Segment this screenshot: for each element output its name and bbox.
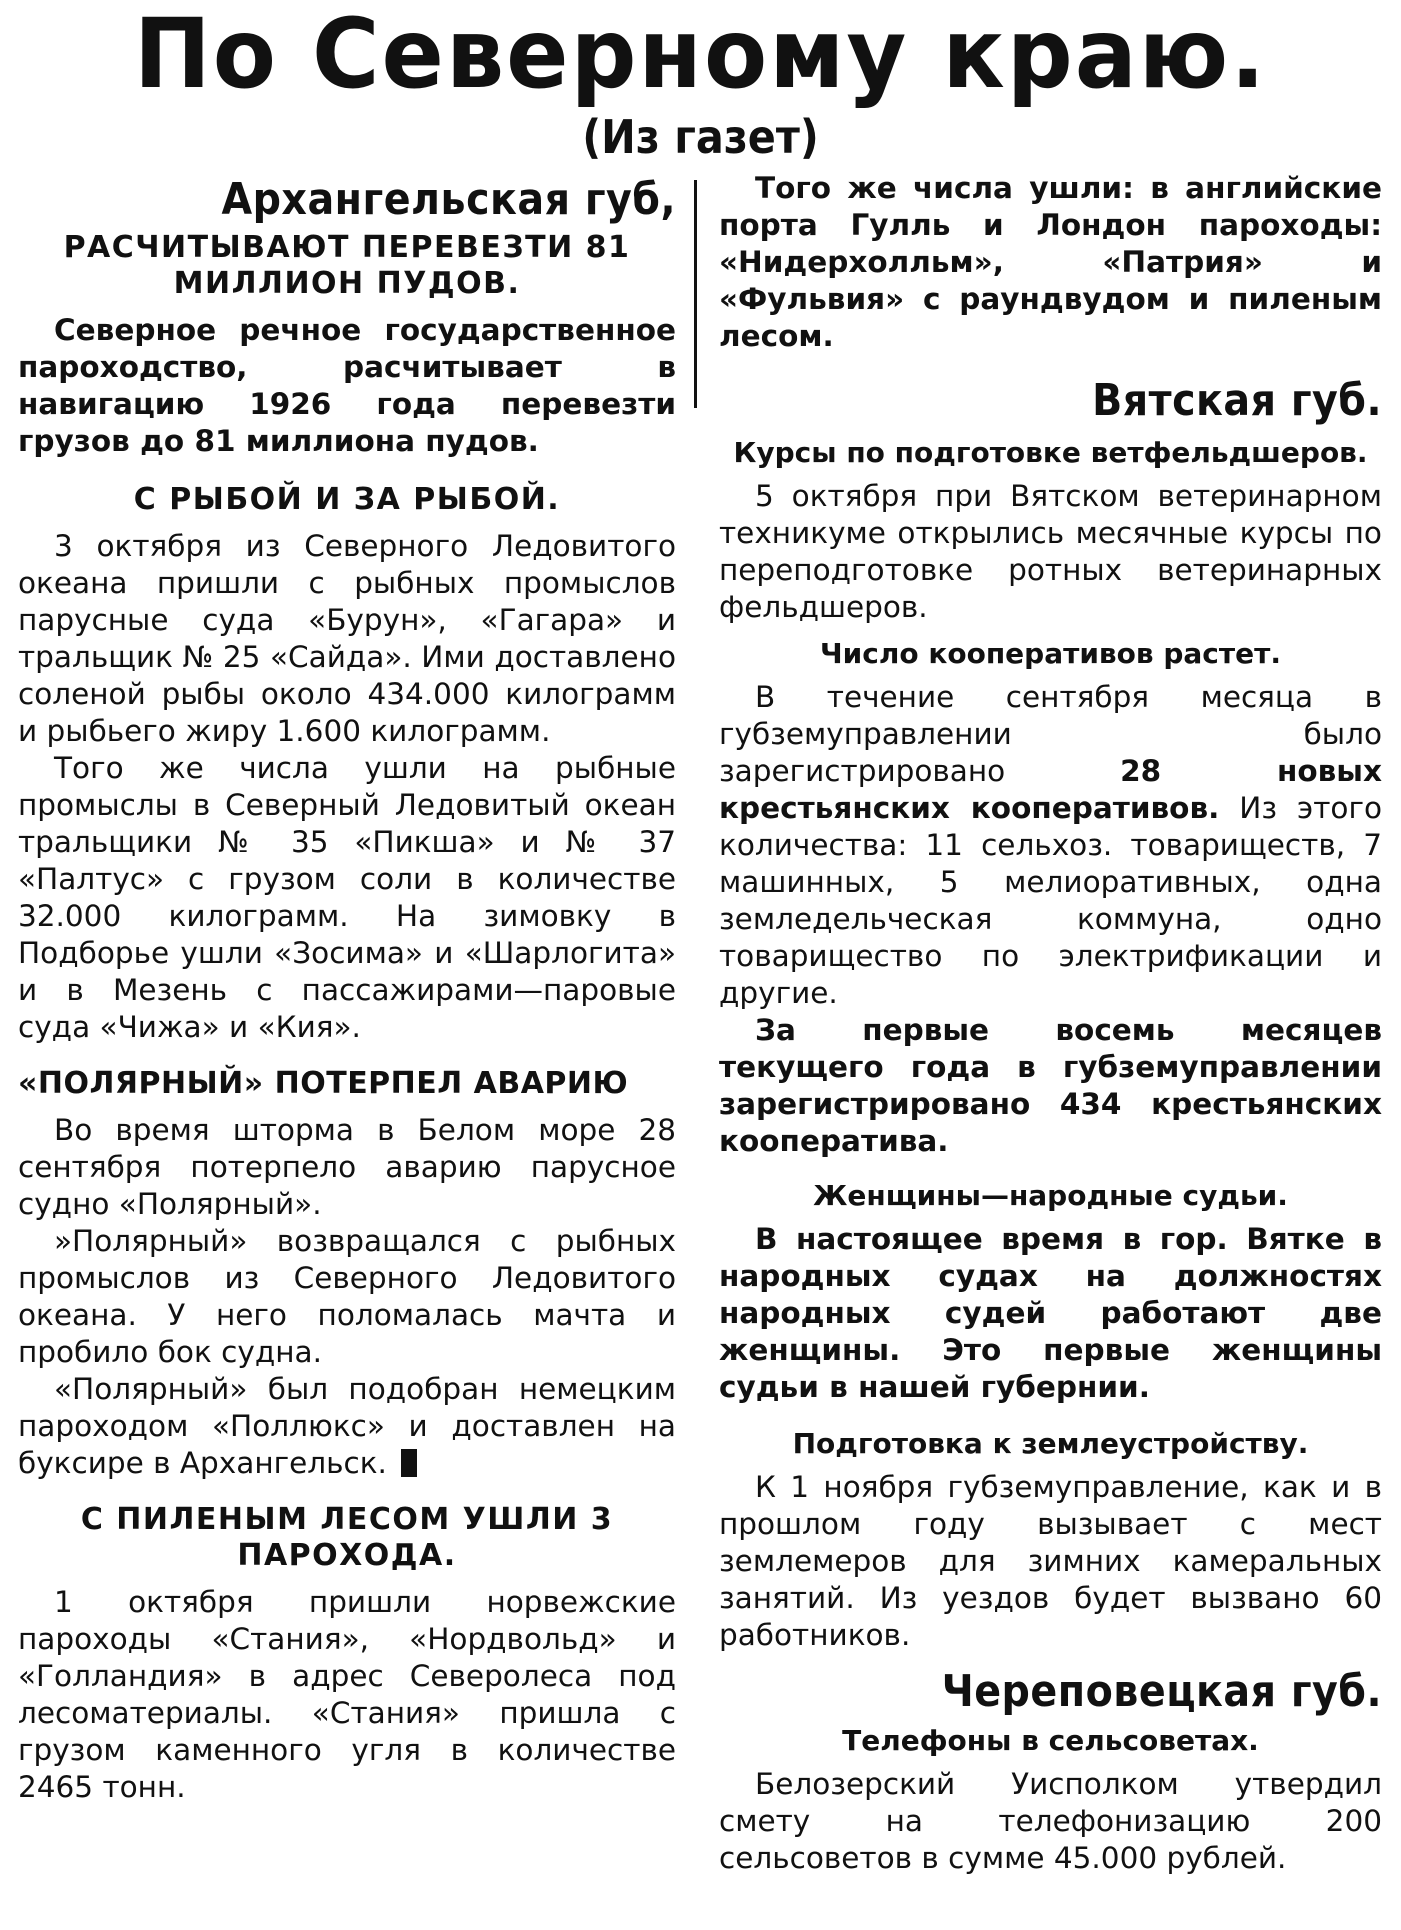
article-fish-p2: Того же числа ушли на рыбные промыслы в Северный Ледовитый океан тральщики № 35 «Пикша» и № 37 «Палтус» с грузом соли в количестве 32.000 килограмм. На зимовку в Подборье ушли «Зосима» и «Шарлогита» и в Мезень с пассажирами—паровые суда «Чижа» и «Кия». <box>18 751 676 1045</box>
region-cherepovets: Череповецкая губ. <box>941 1666 1382 1718</box>
article-vet-courses-text: 5 октября при Вятском ветеринарном техникуме открылись месячные курсы по переподготовке ротных ветеринарных фельдшеров. <box>719 479 1382 625</box>
headline-81-million: РАСЧИТЫВАЮТ ПЕРЕВЕЗТИ 81 МИЛЛИОН ПУДОВ. <box>63 230 631 302</box>
article-timber-p2: Того же числа ушли: в английские порта Гулль и Лондон пароходы: «Нидерхолльм», «Патрия» и «Фульвия» с раундвудом и пиленым лесом. <box>719 171 1382 353</box>
article-cooperatives-p1-c: Из этого количества: 11 сельхоз. товариществ, 7 машинных, 5 мелиоративных, одна земледельческая коммуна, одно товарищество по электрификации и другие. <box>719 791 1382 1011</box>
article-cooperatives-p1-b: 28 новых крестьянских кооперативов. <box>719 754 1382 826</box>
article-polarny-p3 <box>18 1371 676 1482</box>
article-polarny-p2: »Полярный» возвращался с рыбных промыслов из Северного Ледовитого океана. У него поломалась мачта и пробило бок судна. <box>18 1224 676 1370</box>
headline-cooperatives: Число кооперативов растет. <box>820 637 1281 671</box>
article-polarny-p1: Во время шторма в Белом море 28 сентября потерпело аварию парусное судно «Полярный». <box>18 1113 676 1222</box>
headline-women-judges: Женщины—народные судьи. <box>813 1179 1288 1213</box>
left-column <box>18 176 694 1930</box>
article-women-judges-text: В настоящее время в гор. Вятке в народных судах на должностях народных судей работают две женщины. Это первые женщины судьи в нашей губернии. <box>719 1222 1382 1405</box>
masthead: По Северному краю. <box>133 0 1268 110</box>
headline-vet-courses: Курсы по подготовке ветфельдшеров. <box>733 436 1368 470</box>
headline-fish: С РЫБОЙ И ЗА РЫБОЙ. <box>133 482 561 518</box>
columns <box>18 171 1383 1930</box>
right-column <box>697 171 1382 1930</box>
article-81-million-text: Северное речное государственное пароходство, расчитывает в навигацию 1926 года перевезти грузов до 81 миллиона пудов. <box>18 313 676 459</box>
end-mark-icon <box>401 1449 417 1477</box>
article-fish-p1: 3 октября из Северного Ледовитого океана пришли с рыбных промыслов парусные суда «Бурун», «Гагара» и тральщик № 25 «Сайда». Ими доставлено соленой рыбы около 434.000 килограмм и рыбьего жиру 1.600 килограмм. <box>18 529 676 749</box>
article-timber-p1: 1 октября пришли норвежские пароходы «Стания», «Нордвольд» и «Голландия» в адрес Северолеса под лесоматериалы. «Стания» пришла с грузом каменного угля в количестве 2465 тонн. <box>18 1585 676 1805</box>
region-vyatka: Вятская губ. <box>1092 375 1382 426</box>
subtitle: (Из газет) <box>582 110 819 164</box>
region-arkhangelsk: Архангельская губ, <box>221 174 676 225</box>
headline-timber: С ПИЛЕНЫМ ЛЕСОМ УШЛИ 3 ПАРОХОДА. <box>80 1502 614 1574</box>
article-cooperatives-p2: За первые восемь месяцев текущего года в губземуправлении зарегистрировано 434 крестьянских кооператива. <box>719 1013 1382 1159</box>
article-cooperatives-p1 <box>719 679 1382 1012</box>
article-phones-text: Белозерский Уисполком утвердил смету на телефонизацию 200 сельсоветов в сумме 45.000 рублей. <box>719 1766 1382 1875</box>
article-polarny-p3-text: «Полярный» был подобран немецким пароходом «Поллюкс» и доставлен на буксире в Архангельск. <box>18 1372 676 1481</box>
headline-polarny: «ПОЛЯРНЫЙ» ПОТЕРПЕЛ АВАРИЮ <box>18 1066 629 1102</box>
headline-land-survey: Подготовка к землеустройству. <box>792 1427 1309 1461</box>
article-cooperatives-p1-a: В течение сентября месяца в губземуправлении было зарегистрировано <box>719 680 1382 789</box>
headline-phones: Телефоны в сельсоветах. <box>842 1723 1259 1757</box>
article-land-survey-text: К 1 ноября губземуправление, как и в прошлом году вызывает с мест землемеров для зимних камеральных занятий. Из уездов будет вызвано 60 работников. <box>719 1470 1382 1653</box>
